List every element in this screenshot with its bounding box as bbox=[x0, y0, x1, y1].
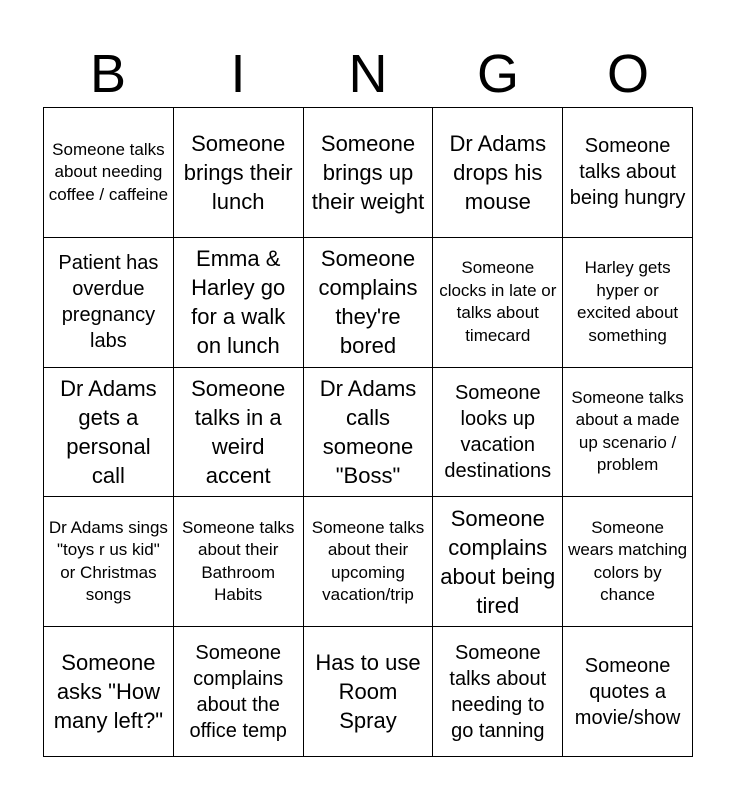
bingo-cell[interactable] bbox=[44, 108, 174, 238]
bingo-cell[interactable] bbox=[44, 497, 174, 627]
bingo-cell[interactable] bbox=[304, 108, 434, 238]
bingo-cell-text: Patient has overdue pregnancy labs bbox=[58, 252, 159, 353]
bingo-cell[interactable] bbox=[433, 368, 563, 498]
bingo-cell[interactable] bbox=[174, 238, 304, 368]
bingo-cell-text: Someone looks up vacation destinations bbox=[444, 381, 552, 482]
bingo-cell[interactable] bbox=[174, 627, 304, 757]
bingo-cell[interactable] bbox=[563, 238, 693, 368]
header-letter-g: G bbox=[476, 44, 519, 104]
bingo-cell-text: Someone talks about needing to go tanning bbox=[449, 641, 547, 742]
bingo-cell[interactable] bbox=[433, 108, 563, 238]
bingo-cell[interactable] bbox=[563, 627, 693, 757]
bingo-cell-text: Dr Adams gets a personal call bbox=[60, 375, 157, 488]
bingo-cell-text: Someone talks about being hungry bbox=[569, 135, 686, 210]
bingo-cell-text: Dr Adams drops his mouse bbox=[449, 130, 547, 214]
bingo-cell[interactable] bbox=[433, 238, 563, 368]
bingo-cell-text: Someone complains about being tired bbox=[440, 505, 556, 618]
bingo-cell-text: Someone talks about their upcoming vacation/trip bbox=[311, 517, 425, 605]
bingo-cell[interactable] bbox=[563, 368, 693, 498]
bingo-cell-text: Someone complains about the office temp bbox=[189, 641, 287, 742]
header-letter-i: I bbox=[230, 44, 246, 104]
bingo-board bbox=[43, 107, 693, 757]
bingo-cell[interactable] bbox=[174, 108, 304, 238]
header-letter-o: O bbox=[606, 44, 649, 104]
bingo-cell[interactable] bbox=[174, 368, 304, 498]
bingo-cell[interactable] bbox=[433, 497, 563, 627]
bingo-header bbox=[43, 40, 693, 108]
header-letter-b: B bbox=[89, 44, 127, 104]
bingo-cell-text: Emma & Harley go for a walk on lunch bbox=[191, 246, 286, 359]
bingo-cell-text: Harley gets hyper or excited about something bbox=[577, 258, 679, 345]
bingo-cell[interactable] bbox=[433, 627, 563, 757]
bingo-cell[interactable] bbox=[174, 497, 304, 627]
bingo-cell[interactable] bbox=[44, 238, 174, 368]
bingo-cell-text: Someone wears matching colors by chance bbox=[568, 517, 688, 605]
bingo-cell-text: Someone complains they're bored bbox=[318, 246, 418, 359]
bingo-cell-text: Has to use Room Spray bbox=[315, 650, 421, 734]
bingo-cell[interactable] bbox=[44, 368, 174, 498]
bingo-cell-text: Someone brings up their weight bbox=[311, 130, 425, 214]
bingo-cell[interactable] bbox=[304, 497, 434, 627]
bingo-cell[interactable] bbox=[304, 238, 434, 368]
bingo-cell-text: Someone talks in a weird accent bbox=[191, 375, 286, 488]
bingo-cell-text: Dr Adams calls someone "Boss" bbox=[319, 375, 417, 488]
bingo-cell[interactable] bbox=[304, 368, 434, 498]
bingo-cell-text: Someone talks about needing coffee / caffeine bbox=[48, 139, 169, 204]
bingo-cell[interactable] bbox=[304, 627, 434, 757]
bingo-cell-text: Someone talks about their Bathroom Habits bbox=[181, 517, 295, 605]
bingo-cell-text: Someone brings their lunch bbox=[183, 130, 293, 214]
bingo-cell[interactable] bbox=[563, 108, 693, 238]
bingo-cell-text: Someone talks about a made up scenario / problem bbox=[571, 387, 684, 475]
bingo-cell-text: Someone asks "How many left?" bbox=[53, 650, 164, 734]
bingo-cell-text: Dr Adams sings "toys r us kid" or Christmas songs bbox=[48, 517, 168, 605]
bingo-cell-text: Someone clocks in late or talks about timecard bbox=[439, 258, 557, 345]
bingo-cell[interactable] bbox=[44, 627, 174, 757]
bingo-cell-text: Someone quotes a movie/show bbox=[574, 654, 681, 729]
bingo-cell[interactable] bbox=[563, 497, 693, 627]
header-letter-n: N bbox=[348, 44, 388, 104]
